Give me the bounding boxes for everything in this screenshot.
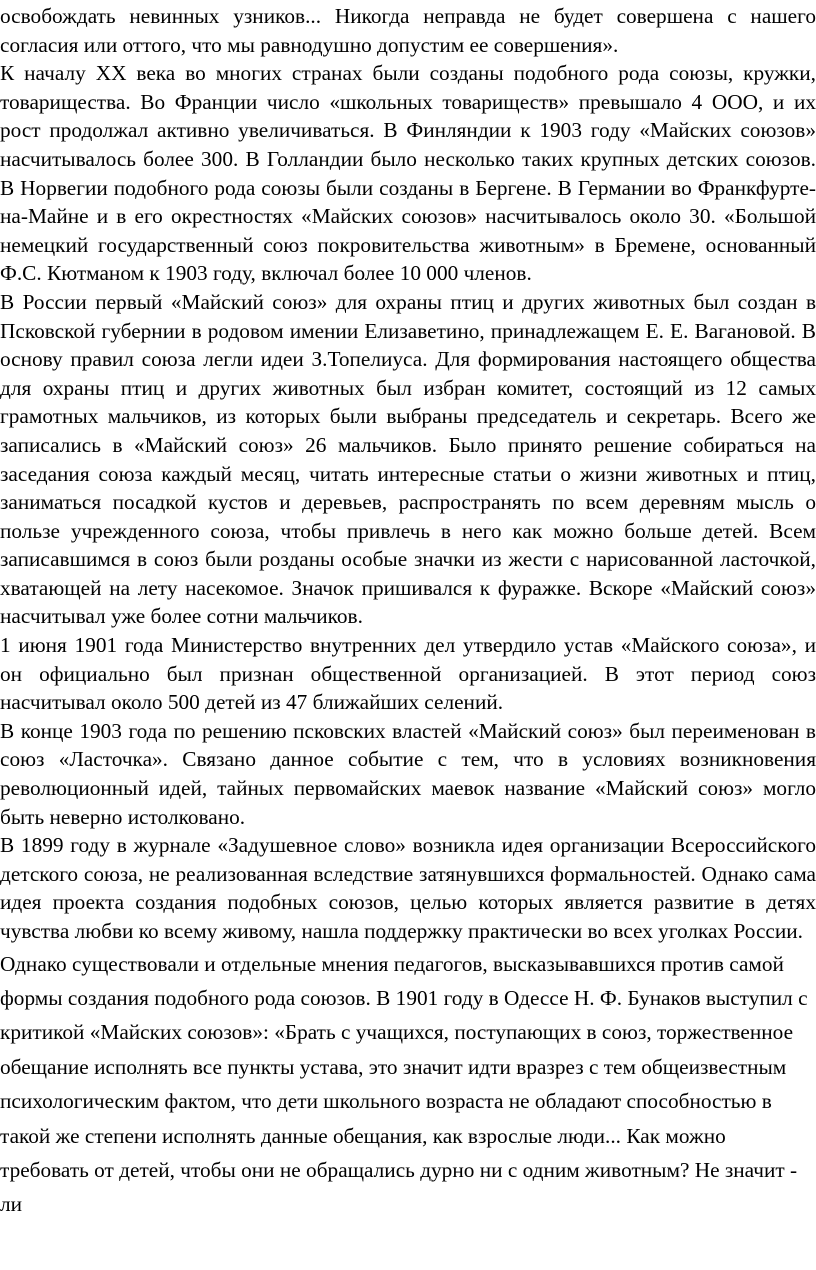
paragraph-6: В 1899 году в журнале «Задушевное слово» возникла идея организации Всероссийского детского союза, не реализованная вследствие затянувшихся формальностей. Однако сама идея проекта создания подобных союзов, целью которых является развитие в детях чувства любви ко всему живому, нашла поддержку практически во всех уголках России. xyxy=(0,833,816,943)
paragraph-7: Однако существовали и отдельные мнения педагогов, высказывавшихся против самой формы создания подобного рода союзов. В 1901 году в Одессе Н. Ф. Бунаков выступил с критикой «Майских союзов»: «Брать с учащихся, поступающих в союз, торжественное обещание исполнять все пункты устава, это значит идти вразрез с тем общеизвестным психологическим фактом, что дети школьного возраста не обладают способностью в такой же степени исполнять данные обещания, как взрослые люди... Как можно требовать от детей, чтобы они не обращались дурно ни с одним животным? Не значит - ли xyxy=(0,951,808,1217)
paragraph-4: 1 июня 1901 года Министерство внутренних дел утвердило устав «Майского союза», и он официально был признан общественной организацией. В этот период союз насчитывал около 500 детей из 47 ближайших селений. xyxy=(0,633,816,715)
paragraph-3: В России первый «Майский союз» для охраны птиц и других животных был создан в Псковской губернии в родовом имении Елизаветино, принадлежащем Е. Е. Вагановой. В основу правил союза легли идеи З.Топелиуса. Для формирования настоящего общества для охраны птиц и других животных был избран комитет, состоящий из 12 самых грамотных мальчиков, из которых были выбраны председатель и секретарь. Всего же записались в «Майский союз» 26 мальчиков. Было принято решение собираться на заседания союза каждый месяц, читать интересные статьи о жизни животных и птиц, заниматься посадкой кустов и деревьев, распространять по всем деревням мысль о пользе учрежденного союза, чтобы привлечь в него как можно больше детей. Всем записавшимся в союз были розданы особые значки из жести с нарисованной ласточкой, хватающей на лету насекомое. Значок пришивался к фуражке. Вскоре «Майский союз» насчитывал уже более сотни мальчиков. xyxy=(0,289,816,629)
paragraph-1: освобождать невинных узников... Никогда неправда не будет совершена с нашего согласия или оттого, что мы равнодушно допустим ее совершения». xyxy=(0,4,816,57)
paragraph-2: К началу XX века во многих странах были созданы подобного рода союзы, кружки, товарищества. Во Франции число «школьных товариществ» превышало 4 ООО, и их рост продолжал активно увеличиваться. В Финляндии к 1903 году «Майских союзов» насчитывалось более 300. В Голландии было несколько таких крупных детских союзов. В Норвегии подобного рода союзы были созданы в Бергене. В Германии во Франкфурте-на-Майне и в его окрестностях «Майских союзов» насчитывалось около 30. «Большой немецкий государственный союз покровительства животным» в Бремене, основанный Ф.С. Кютманом к 1903 году, включал более 10 000 членов. xyxy=(0,61,816,286)
paragraph-5: В конце 1903 года по решению псковских властей «Майский союз» был переименован в союз «Ласточка». Связано данное событие с тем, что в условиях возникновения революционный идей, тайных первомайских маевок название «Майский союз» могло быть неверно истолковано. xyxy=(0,718,816,829)
